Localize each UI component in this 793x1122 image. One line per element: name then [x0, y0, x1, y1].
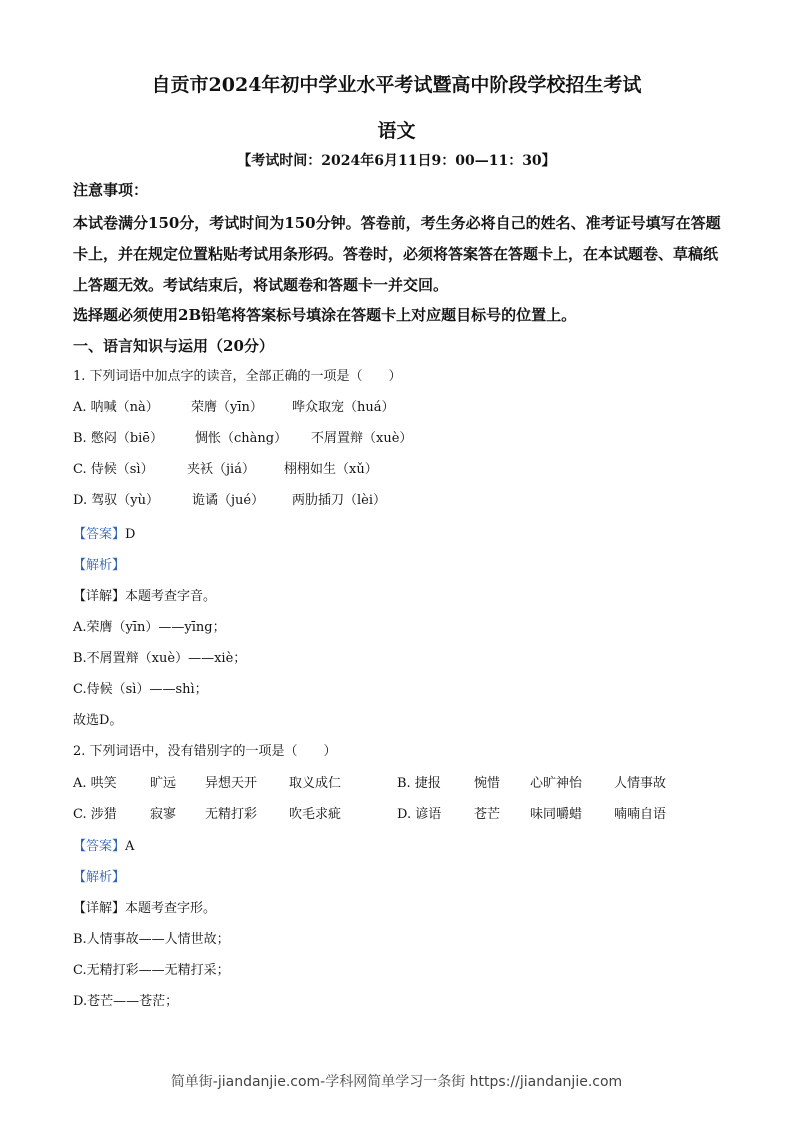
q2-word: D. 谚语: [397, 807, 442, 822]
notice-pencil-rule: 选择题必须使用2B铅笔将答案标号填涂在答题卡上对应题目标号的位置上。: [73, 306, 577, 324]
q1-option-b-1: B. 憋闷（biē）: [73, 431, 163, 446]
q2-word: 人情事故: [614, 776, 667, 791]
q2-word: C. 涉猎: [73, 807, 117, 822]
q1-option-d-3: 两肋插刀（lèi）: [292, 493, 387, 508]
q2-word: 苍芒: [474, 807, 501, 822]
exam-title: 自贡市2024年初中学业水平考试暨高中阶段学校招生考试: [151, 74, 642, 96]
q1-option-a-3: 哗众取宠（huá）: [292, 400, 395, 415]
subject-title: 语文: [377, 120, 416, 142]
q1-conclusion: 故选D。: [73, 713, 123, 728]
answer-tag: 【答案】: [73, 839, 126, 854]
q2-answer: [73, 838, 134, 856]
q2-word: 心旷神怡: [530, 776, 583, 791]
q2-word: 无精打彩: [205, 807, 258, 822]
q2-word: 味同嚼蜡: [530, 807, 583, 822]
q2-analysis-tag: 【解析】: [73, 870, 126, 885]
q2-word: 旷远: [150, 776, 177, 791]
q2-note-b: B.人情事故——人情世故；: [73, 932, 230, 947]
q1-option-a-2: 荣膺（yīn）: [191, 400, 263, 415]
q1-answer: [73, 526, 135, 544]
q2-word: A. 哄笑: [73, 776, 117, 791]
q2-word: 异想天开: [205, 776, 258, 791]
question-2-stem: 2. 下列词语中，没有错别字的一项是（ ）: [73, 744, 337, 759]
q1-option-b-2: 惆怅（chàng）: [195, 431, 288, 446]
q1-note-c: C.侍候（sì）——shì；: [73, 682, 208, 697]
q1-note-b: B.不屑置辩（xuè）——xiè；: [73, 651, 247, 666]
q1-option-a-1: A. 呐喊（nà）: [73, 400, 159, 415]
q1-option-b-3: 不屑置辩（xuè）: [311, 431, 413, 446]
notice-heading: 注意事项：: [73, 181, 149, 199]
q1-option-c-3: 栩栩如生（xǔ）: [284, 462, 378, 477]
q1-note-a: A.荣膺（yīn）——yīng；: [73, 620, 226, 635]
exam-time: 【考试时间：2024年6月11日9：00—11：30】: [237, 153, 556, 169]
q1-option-d-1: D. 驾驭（yù）: [73, 493, 159, 508]
q2-note-c: C.无精打彩——无精打采；: [73, 963, 230, 978]
answer-value: D: [125, 527, 136, 542]
q2-word: B. 捷报: [397, 776, 441, 791]
q2-word: 惋惜: [474, 776, 501, 791]
q1-detail: 【详解】本题考查字音。: [73, 589, 217, 604]
answer-tag: 【答案】: [73, 527, 126, 542]
q2-word: 寂寥: [150, 807, 177, 822]
page-footer: 简单街-jiandanjie.com-学科网简单学习一条街 https://jiandanjie.com: [170, 1074, 623, 1090]
q1-option-d-2: 诡谲（jué）: [192, 493, 265, 508]
q2-word: 取义成仁: [289, 776, 342, 791]
q1-analysis-tag: 【解析】: [73, 558, 126, 573]
q1-option-c-1: C. 侍候（sì）: [73, 462, 154, 477]
q2-note-d: D.苍芒——苍茫；: [73, 994, 179, 1009]
notice-paragraph: 本试卷满分150分，考试时间为150分钟。答卷前，考生务必将自己的姓名、准考证号填写在答题卡上，并在规定位置粘贴考试用条形码。答卷时，必须将答案答在答题卡上，在本试题卷、草稿纸上答题无效。考试结束后，将试题卷和答题卡一并交回。: [73, 214, 721, 294]
question-1-stem: 1. 下列词语中加点字的读音，全部正确的一项是（ ）: [73, 369, 402, 384]
q1-option-c-2: 夹袄（jiá）: [187, 462, 255, 477]
answer-value: A: [125, 839, 135, 854]
q2-word: 喃喃自语: [614, 807, 667, 822]
q2-detail: 【详解】本题考查字形。: [73, 901, 217, 916]
q2-word: 吹毛求疵: [289, 807, 342, 822]
section-heading: 一、语言知识与运用（20分）: [73, 337, 274, 355]
